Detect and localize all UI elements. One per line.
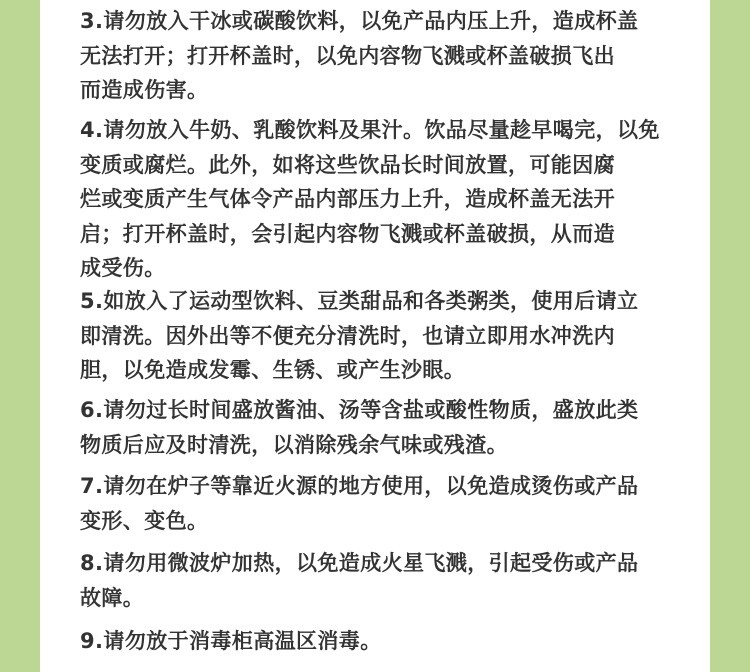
item-text: 请勿放入干冰或碳酸饮料，以免产品内压上升，造成杯盖 无法打开；打开杯盖时，以免内容物飞溅或杯盖破损飞出 而造成伤害。 [80, 9, 639, 102]
content-panel [40, 0, 710, 672]
item-text: 请勿放入牛奶、乳酸饮料及果汁。饮品尽量趁早喝完，以免 变质或腐烂。此外，如将这些饮品长时间放置，可能因腐 烂或变质产生气体令产品内部压力上升，造成杯盖无法开 启；打开杯盖时，会引起内容物飞溅或杯盖破损，从而造 成受伤。 [80, 118, 660, 280]
item-text: 请勿在炉子等靠近火源的地方使用，以免造成烫伤或产品 变形、变色。 [80, 474, 639, 533]
item-number: 3. [80, 9, 104, 33]
item-number: 8. [80, 551, 104, 575]
instruction-item-6 [80, 393, 680, 462]
item-text: 请勿用微波炉加热，以免造成火星飞溅，引起受伤或产品 故障。 [80, 551, 639, 610]
item-number: 5. [80, 289, 104, 313]
item-number: 4. [80, 118, 104, 142]
item-number: 7. [80, 474, 104, 498]
item-text: 请勿过长时间盛放酱油、汤等含盐或酸性物质，盛放此类 物质后应及时清洗，以消除残余气味或残渣。 [80, 398, 639, 457]
instruction-item-4 [80, 113, 680, 286]
item-text: 请勿放于消毒柜高温区消毒。 [103, 629, 382, 653]
instruction-item-3 [80, 4, 680, 108]
instruction-item-7 [80, 469, 680, 538]
instruction-item-9 [80, 624, 680, 659]
item-number: 6. [80, 398, 104, 422]
item-text: 如放入了运动型饮料、豆类甜品和各类粥类，使用后请立 即清洗。因外出等不便充分清洗时，也请立即用水冲洗内 胆，以免造成发霉、生锈、或产生沙眼。 [80, 289, 639, 382]
instruction-item-5 [80, 284, 680, 388]
item-number: 9. [80, 629, 104, 653]
instruction-item-8 [80, 546, 680, 615]
